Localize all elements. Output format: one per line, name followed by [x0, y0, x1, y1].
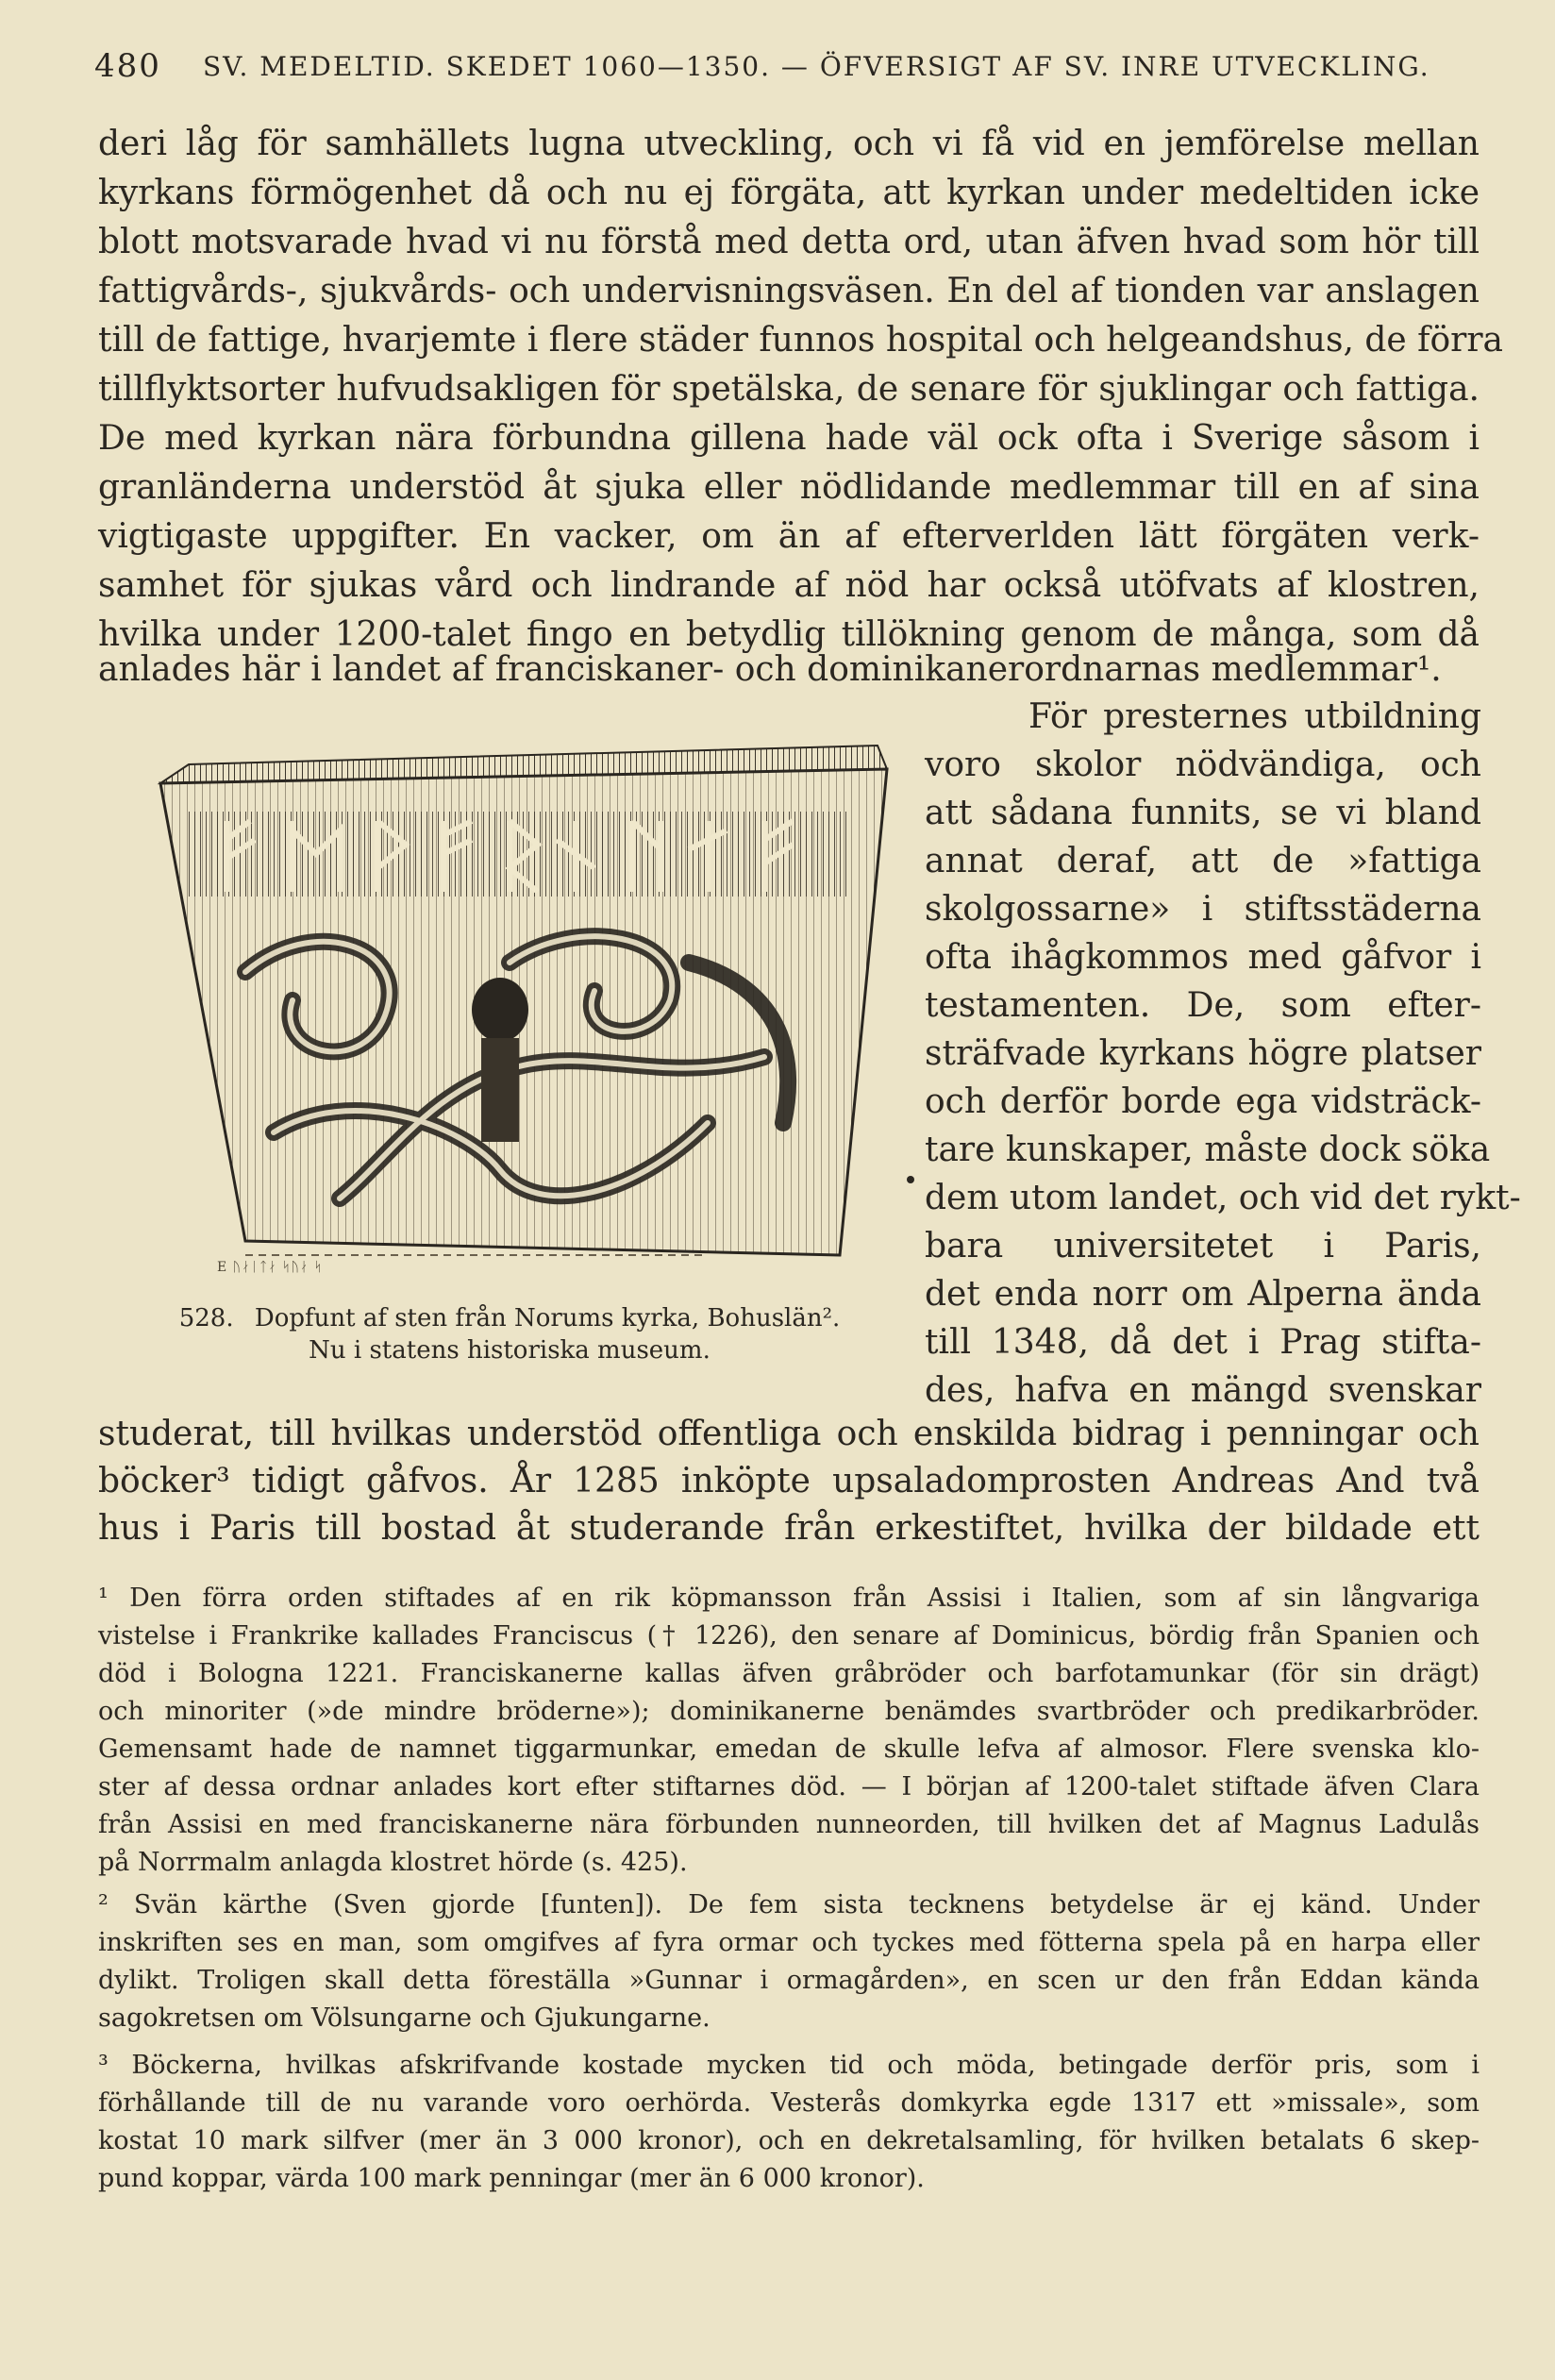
body-line: till de fattige, hvarjemte i flere städer funnos hospital och helgeandshus, de förra: [98, 321, 1504, 360]
footnote-line: och minoriter (»de mindre bröderne»); dominikanerne benämdes svartbröder och predikarbröder.: [98, 1697, 1480, 1726]
page-number: 480: [94, 47, 161, 85]
body-line: samhet för sjukas vård och lindrande af nöd har också utöfvats af klostren,: [98, 566, 1480, 605]
footnote-line: ster af dessa ordnar anlades kort efter stiftarnes död. — I början af 1200-talet stiftade äfven Clara: [98, 1772, 1480, 1802]
footnote-line: vistelse i Frankrike kallades Franciscus († 1226), den senare af Dominicus, bördig från Spanien och: [98, 1621, 1480, 1651]
body-line: deri låg för samhällets lugna utveckling, och vi få vid en jemförelse mellan: [98, 125, 1480, 163]
column-line: skolgossarne» i stiftsstäderna: [925, 890, 1481, 929]
column-line: bara universitetet i Paris,: [925, 1227, 1481, 1265]
footnote-line: sagokretsen om Völsungarne och Gjukungarne.: [98, 2003, 711, 2033]
running-title: SV. MEDELTID. SKEDET 1060—1350. — ÖFVERSIGT AF SV. INRE UTVECKLING.: [203, 51, 1430, 82]
footnote-line: ¹ Den förra orden stiftades af en rik köpmansson från Assisi i Italien, som af sin långvariga: [98, 1584, 1480, 1613]
column-line: sträfvade kyrkans högre platser: [925, 1034, 1481, 1073]
footnote-line: Gemensamt hade de namnet tiggarmunkar, emedan de skulle lefva af almosor. Flere svenska klo-: [98, 1735, 1480, 1764]
figure-number: 528.: [178, 1304, 234, 1332]
column-line: till 1348, då det i Prag stifta-: [925, 1323, 1481, 1362]
column-line: tare kunskaper, måste dock söka: [925, 1131, 1491, 1169]
footnote-line: kostat 10 mark silfver (mer än 3 000 kronor), och en dekretalsamling, för hvilken betalats 6 skep-: [98, 2126, 1480, 2155]
body-line: granländerna understöd åt sjuka eller nödlidande medlemmar till en af sina: [98, 468, 1480, 507]
footnote-line: död i Bologna 1221. Franciskanerne kallas äfven gråbröder och barfotamunkar (för sin drägt): [98, 1659, 1480, 1688]
body-line: anlades här i landet af franciskaner- och dominikanerordnarnas medlemmar¹.: [98, 650, 1442, 689]
column-line: testamenten. De, som efter-: [925, 986, 1481, 1025]
column-line: dem utom landet, och vid det rykt-: [925, 1179, 1521, 1217]
column-line: ofta ihågkommos med gåfvor i: [925, 938, 1481, 977]
footnote-line: ³ Böckerna, hvilkas afskrifvande kostade mycken tid och möda, betingade derför pris, som i: [98, 2051, 1480, 2080]
footnote-line: dylikt. Troligen skall detta föreställa »Gunnar i ormagården», en scen ur den från Eddan kända: [98, 1966, 1480, 1995]
body-line: vigtigaste uppgifter. En vacker, om än af efterverlden lätt förgäten verk-: [98, 517, 1480, 556]
footnote-line: ² Svän kärthe (Sven gjorde [funten]). De fem sista tecknens betydelse är ej känd. Under: [98, 1890, 1480, 1919]
running-header: [94, 47, 1529, 85]
footnote-line: pund koppar, värda 100 mark penningar (mer än 6 000 kronor).: [98, 2164, 925, 2193]
inscription-fragment: E ᚢᛅᛁᛏᛅ ᛋᚢᛅ ᛋ: [217, 1260, 324, 1275]
column-line: det enda norr om Alperna ända: [925, 1275, 1481, 1314]
footnote-line: förhållande till de nu varande voro oerhörda. Vesterås domkyrka egde 1317 ett »missale», som: [98, 2088, 1480, 2118]
caption-line1: Dopfunt af sten från Norums kyrka, Bohuslän².: [254, 1304, 841, 1332]
body-line: fattigvårds-, sjukvårds- och undervisningsväsen. En del af tionden var anslagen: [98, 272, 1480, 310]
column-line: att sådana funnits, se vi bland: [925, 794, 1481, 832]
footnote-line: inskriften ses en man, som omgifves af fyra ormar och tyckes med fötterna spela på en harpa eller: [98, 1928, 1480, 1957]
figure-caption: [104, 1302, 915, 1366]
body-line: hvilka under 1200-talet fingo en betydlig tillökning genom de många, som då: [98, 615, 1480, 654]
font-engraving: [104, 727, 915, 1293]
body-line: böcker³ tidigt gåfvos. År 1285 inköpte upsaladomprosten Andreas And två: [98, 1462, 1480, 1500]
column-line: annat deraf, att de »fattiga: [925, 842, 1481, 880]
footnote-line: på Norrmalm anlagda klostret hörde (s. 425).: [98, 1848, 688, 1877]
body-line: hus i Paris till bostad åt studerande från erkestiftet, hvilka der bildade ett: [98, 1509, 1480, 1548]
column-line: voro skolor nödvändiga, och: [925, 746, 1481, 784]
body-line: tillflyktsorter hufvudsakligen för spetälska, de senare för sjuklingar och fattiga.: [98, 370, 1480, 409]
body-line: De med kyrkan nära förbundna gillena hade väl ock ofta i Sverige såsom i: [98, 419, 1480, 458]
footnote-line: från Assisi en med franciskanerne nära förbunden nunneorden, till hvilken det af Magnus Ladulås: [98, 1810, 1480, 1839]
baptismal-font-illustration: [104, 727, 915, 1293]
body-line: studerat, till hvilkas understöd offentliga och enskilda bidrag i penningar och: [98, 1415, 1480, 1453]
column-line: des, hafva en mängd svenskar: [925, 1371, 1481, 1410]
caption-line2: Nu i statens historiska museum.: [309, 1336, 711, 1365]
column-line: För presternes utbildning: [1028, 697, 1481, 736]
body-line: kyrkans förmögenhet då och nu ej förgäta, att kyrkan under medeltiden icke: [98, 174, 1480, 212]
body-line: blott motsvarade hvad vi nu förstå med detta ord, utan äfven hvad som hör till: [98, 223, 1480, 261]
column-line: och derför borde ega vidsträck-: [925, 1082, 1481, 1121]
